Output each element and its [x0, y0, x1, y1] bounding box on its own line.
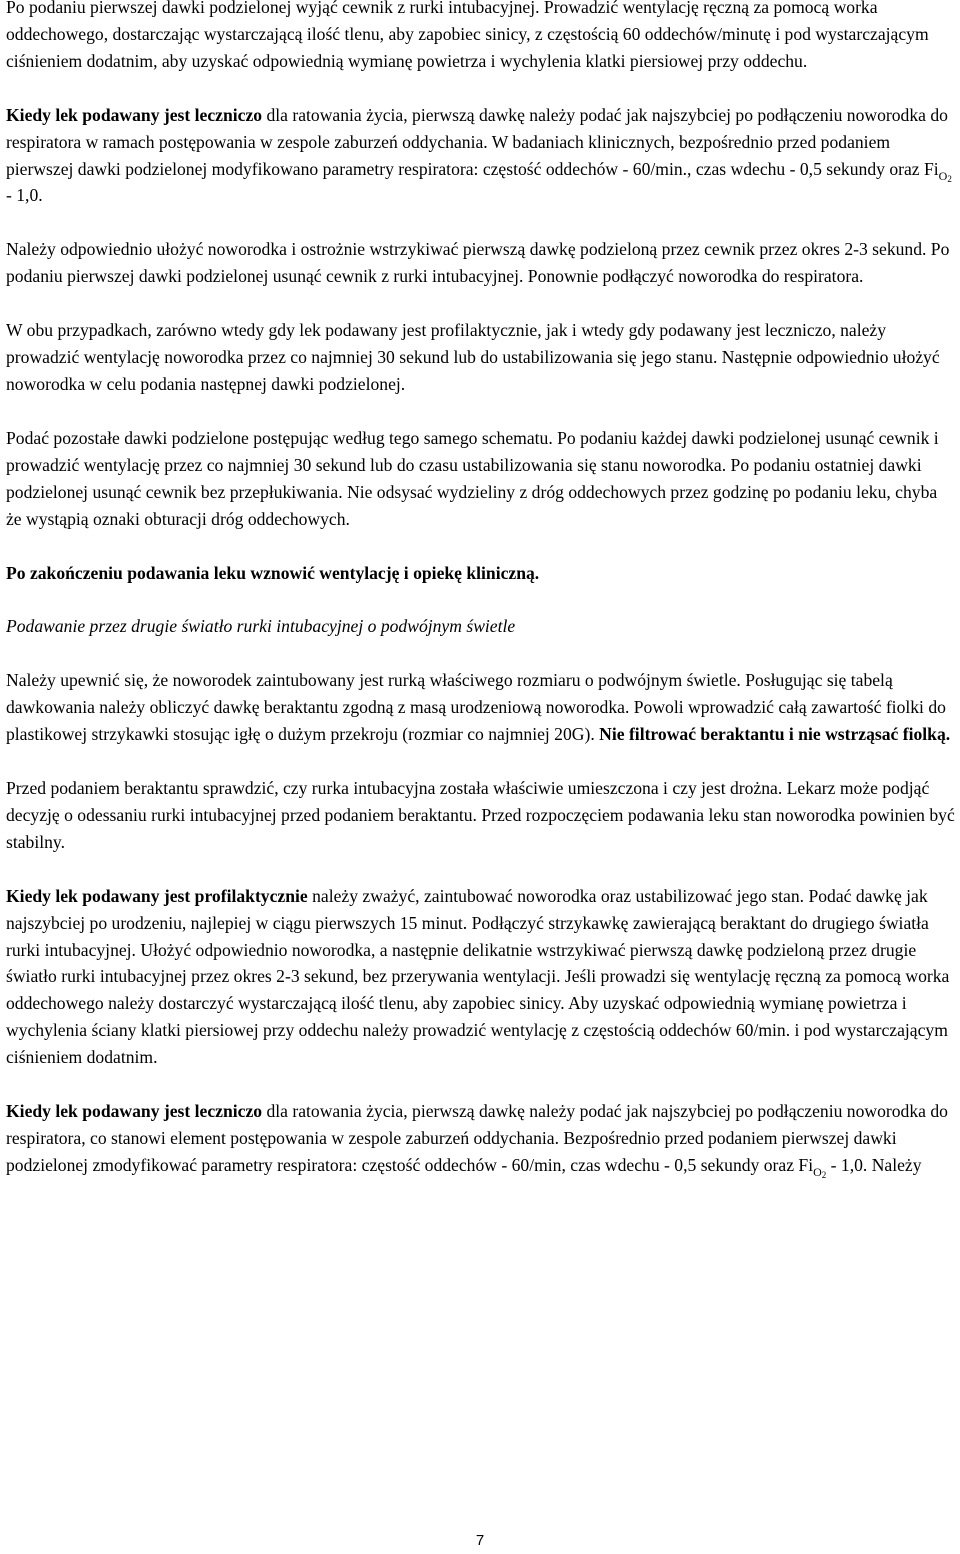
subscript-2: 2	[947, 173, 952, 184]
paragraph-text: dla ratowania życia, pierwszą dawkę należy podać jak najszybciej po podłączeniu noworodka do respiratora w ramach postępowania w zespole zaburzeń oddychania. W badaniach klinicznych, bezpośrednio przed podaniem pierwszej dawki podzielonej modyfikowano parametry respiratora: częstość oddechów - 60/min., czas wdechu - 0,5 sekundy oraz Fi	[6, 104, 948, 179]
subscript-2: 2	[821, 1169, 827, 1180]
paragraph-positioning	[6, 236, 956, 290]
bold-lead: Kiedy lek podawany jest leczniczo	[6, 104, 263, 125]
paragraph-text-end: - 1,0. Należy	[826, 1154, 922, 1175]
section-heading-double-lumen	[6, 613, 956, 640]
paragraph-before-administration	[6, 775, 956, 856]
paragraph-text: W obu przypadkach, zarówno wtedy gdy lek podawany jest profilaktycznie, jak i wtedy gdy podawany jest leczniczo, należy prowadzić wentylację noworodka przez co najmniej 30 sekund lub do ustabilizowania się jego stanu. Następnie odpowiednio ułożyć noworodka w celu podania następnej dawki podzielonej.	[6, 320, 940, 394]
paragraph-ventilation	[6, 0, 956, 75]
paragraph-text: dla ratowania życia, pierwszą dawkę należy podać jak najszybciej po podłączeniu noworodka do respiratora, co stanowi element postępowania w zespole zaburzeń oddychania. Bezpośrednio przed podaniem pierwszej dawki podzielonej zmodyfikować parametry respiratora: częstość oddechów - 60/min, czas wdechu - 0,5 sekundy oraz Fi	[6, 1101, 948, 1175]
paragraph-remaining-doses	[6, 425, 956, 533]
paragraph-text: Po zakończeniu podawania leku wznowić wentylację i opiekę kliniczną.	[6, 562, 540, 583]
paragraph-prophylactic-dose	[6, 883, 956, 1071]
page-number: 7	[475, 1532, 485, 1549]
paragraph-text: Po podaniu pierwszej dawki podzielonej wyjąć cewnik z rurki intubacyjnej. Prowadzić wentylację ręczną za pomocą worka oddechowego, dostarczając wystarczającą ilość tlenu, aby zapobiec sinicy, z częstością 60 oddechów/minutę i pod wystarczającym ciśnieniem dodatnim, aby uzyskać odpowiednią wymianę powietrza i wychylenia klatki piersiowej przy oddechu.	[6, 0, 929, 71]
paragraph-resume-ventilation	[6, 560, 956, 587]
paragraph-text: Przed podaniem beraktantu sprawdzić, czy rurka intubacyjna została właściwie umieszczona i czy jest drożna. Lekarz może podjąć decyzję o odessaniu rurki intubacyjnej przed podaniem beraktantu. Przed rozpoczęciem podawania leku stan noworodka powinien być stabilny.	[6, 778, 955, 852]
paragraph-text: Podać pozostałe dawki podzielone postępując według tego samego schematu. Po podaniu każdej dawki podzielonej usunąć cewnik i prowadzić wentylację przez co najmniej 30 sekund lub do czasu ustabilizowania się stanu noworodka. Po podaniu ostatniej dawki podzielonej usunąć cewnik bez przepłukiwania. Nie odsysać wydzieliny z dróg oddechowych przez godzinę po podaniu leku, chyba że wystąpią oznaki obturacji dróg oddechowych.	[6, 427, 939, 529]
paragraph-text: należy zważyć, zaintubować noworodka oraz ustabilizować jego stan. Podać dawkę jak najszybciej po urodzeniu, najlepiej w ciągu pierwszych 15 minut. Podłączyć strzykawkę zawierającą beraktant do drugiego światła rurki intubacyjnej. Ułożyć odpowiednio noworodka, a następnie delikatnie wstrzykiwać pierwszą dawkę podzieloną przez drugie światło rurki intubacyjnej przez okres 2-3 sekund, bez przerywania wentylacji. Jeśli prowadzi się wentylację ręczną za pomocą worka oddechowego należy dostarczyć wystarczającą ilość tlenu, aby zapobiec sinicy. Aby uzyskać odpowiednią wymianę powietrza i wychylenia ściany klatki piersiowej przy oddechu należy prowadzić wentylację z częstością oddechów 60/min. i pod wystarczającym ciśnieniem dodatnim.	[6, 885, 950, 1068]
bold-warning: Nie filtrować beraktantu i nie wstrząsać fiolką.	[599, 724, 951, 745]
heading-text: Podawanie przez drugie światło rurki intubacyjnej o podwójnym świetle	[6, 616, 516, 637]
paragraph-text-end: - 1,0.	[6, 185, 43, 206]
paragraph-double-lumen-tube	[6, 667, 956, 748]
paragraph-therapeutic-dose-2	[6, 1098, 956, 1179]
subscript-o: O2	[813, 1164, 827, 1180]
bold-lead: Kiedy lek podawany jest profilaktycznie	[6, 885, 308, 906]
paragraph-text: Należy upewnić się, że noworodek zaintubowany jest rurką właściwego rozmiaru o podwójnym świetle. Posługując się tabelą dawkowania należy obliczyć dawkę beraktantu zgodną z masą urodzeniową noworodka. Powoli wprowadzić całą zawartość fiolki do plastikowej strzykawki stosując igłę o dużym przekroju (rozmiar co najmniej 20G).	[6, 670, 946, 745]
document-page	[6, 0, 956, 1206]
bold-lead: Kiedy lek podawany jest leczniczo	[6, 1101, 263, 1122]
paragraph-both-cases	[6, 317, 956, 398]
paragraph-text: Należy odpowiednio ułożyć noworodka i ostrożnie wstrzykiwać pierwszą dawkę podzieloną przez cewnik przez okres 2-3 sekund. Po podaniu pierwszej dawki podzielonej usunąć cewnik z rurki intubacyjnej. Ponownie podłączyć noworodka do respiratora.	[6, 239, 950, 287]
paragraph-therapeutic-dose	[6, 102, 956, 210]
subscript-o: O2	[938, 168, 952, 184]
